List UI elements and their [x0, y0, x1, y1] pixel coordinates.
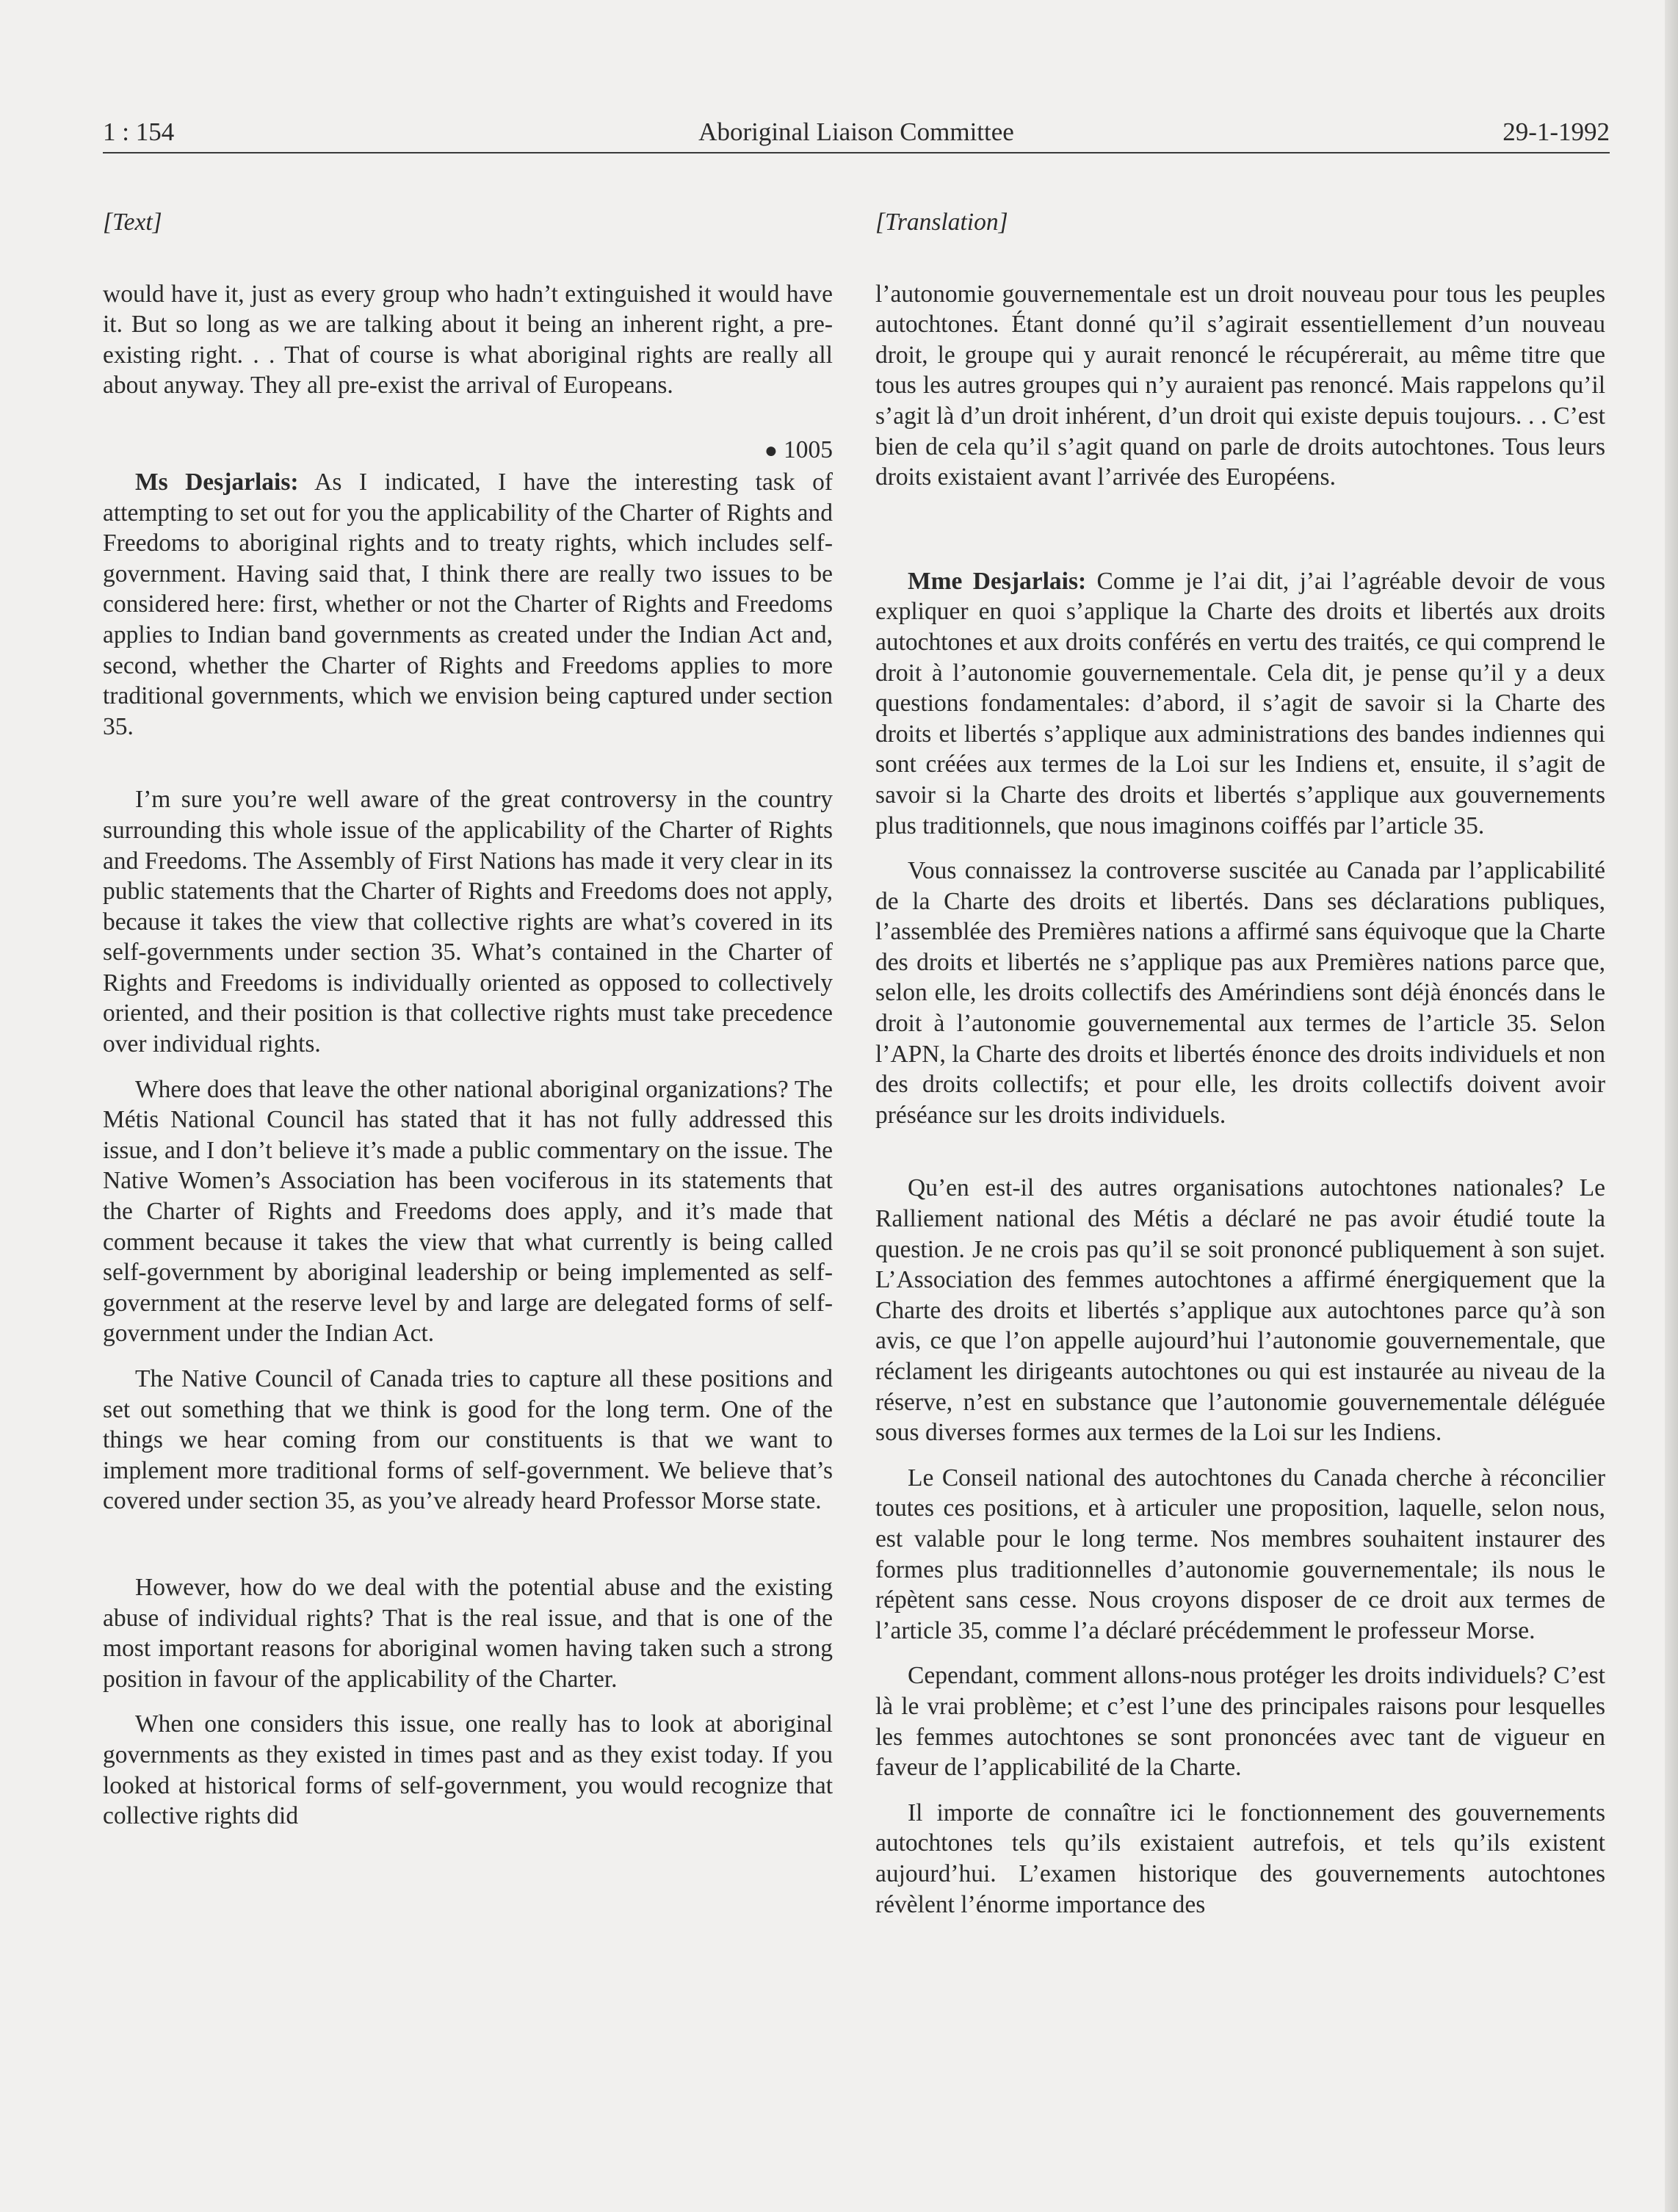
time-marker — [103, 435, 833, 467]
speaker-name: Ms Desjarlais: — [135, 468, 299, 496]
paragraph: Cependant, comment allons-nous protéger les droits individuels? C’est là le vrai problème; et c’est l’une des principales raisons pour lesquelles les femmes autochtones se sont prononcées avec tant de vigueur en faveur de l’applicabilité de la Charte. — [875, 1662, 1605, 1782]
paragraph: Vous connaissez la controverse suscitée au Canada par l’applicabilité de la Charte des droits et libertés. Dans ses déclarations publiques, l’assemblée des Premières nations a affirmé sans équivoque que la Charte des droits et libertés ne s’applique pas aux Premières nations parce que, selon elle, les droits collectifs des Amérindiens sont déjà énoncés dans le droit à l’autonomie gouvernemental aux termes de l’article 35. Selon l’APN, la Charte des droits et libertés énonce des droits individuels et non des droits collectifs; et pour elle, les droits collectifs doivent avoir préséance sur les droits individuels. — [875, 857, 1605, 1129]
speech-text: As I indicated, I have the interesting task of attempting to set out for you the applicability of the Charter of Rights and Freedoms to aboriginal rights and to treaty rights, which includes self-government. Having said that, I think there are really two issues to be considered here: first, whether or not the Charter of Rights and Freedoms applies to Indian band governments as created under the Indian Act and, second, whether the Charter of Rights and Freedoms applies to more traditional governments, which we envision being captured under section 35. — [103, 468, 833, 740]
page-date: 29-1-1992 — [1502, 118, 1610, 146]
time-value: 1005 — [784, 435, 833, 463]
column-label-text: [Text] — [103, 209, 162, 236]
paragraph: However, how do we deal with the potential abuse and the existing abuse of individual rights? That is the real issue, and that is one of the most important reasons for aboriginal women having taken such a strong position in favour of the applicability of the Charter. — [103, 1573, 833, 1693]
speaker-name: Mme Desjarlais: — [908, 567, 1087, 595]
french-column — [875, 207, 1605, 1934]
paragraph: I’m sure you’re well aware of the great controversy in the country surrounding this whole issue of the applicability of the Charter of Rights and Freedoms. The Assembly of First Nations has made it very clear in its public statements that the Charter of Rights and Freedoms does not apply, because it takes the view that collective rights are what’s covered in its self-governments under section 35. What’s contained in the Charter of Rights and Freedoms is individually oriented as opposed to collectively oriented, and their position is that collective rights must take precedence over individual rights. — [103, 786, 833, 1058]
header-rule — [103, 152, 1610, 153]
paragraph: Le Conseil national des autochtones du Canada cherche à réconcilier toutes ces positions, et à articuler une proposition, laquelle, selon nous, est valable pour le long terme. Nos membres souhaitent instaurer des formes plus traditionnelles d’autonomie gouvernementale; ils nous le répètent sans cesse. Nous croyons disposer de ce droit aux termes de l’article 35, comme l’a déclaré précédemment le professeur Morse. — [875, 1464, 1605, 1644]
column-label-translation: [Translation] — [875, 209, 1008, 236]
speaker-paragraph — [103, 467, 833, 742]
paragraph: would have it, just as every group who hadn’t extinguished it would have it. But so long as we are talking about it being an inherent right, a pre-existing right. . . That of course is what aboriginal rights are really all about anyway. They all pre-exist the arrival of Europeans. — [103, 280, 833, 400]
paragraph: The Native Council of Canada tries to capture all these positions and set out something that we think is good for the long term. One of the things we hear coming from our constituents is that we want to implement more traditional forms of self-government. We believe that’s covered under section 35, as you’ve already heard Professor Morse state. — [103, 1365, 833, 1515]
paragraph: Where does that leave the other national aboriginal organizations? The Métis National Council has stated that it has not fully addressed this issue, and I don’t believe it’s made a public commentary on the issue. The Native Women’s Association has been vociferous in its statements that the Charter of Rights and Freedoms does apply, and it’s made that comment because it takes the view that what currently is being called self-government by aboriginal leadership or being implemented as self-government at the reserve level by and large are delegated forms of self-government under the Indian Act. — [103, 1075, 833, 1348]
paragraph: When one considers this issue, one really has to look at aboriginal governments as they existed in times past and as they exist today. If you looked at historical forms of self-government, you would recognize that collective rights did — [103, 1710, 833, 1830]
committee-title: Aboriginal Liaison Committee — [698, 118, 1014, 146]
speech-text: Comme je l’ai dit, j’ai l’agréable devoir de vous expliquer en quoi s’applique la Charte des droits et libertés aux droits autochtones et aux droits conférés en vertu des traités, ce qui comprend le droit à l’autonomie gouvernementale. Cela dit, je pense qu’il y a deux questions fondamentales: d’abord, il s’agit de savoir si la Charte des droits et libertés s’applique aux administrations des bandes indiennes qui sont créées aux termes de la Loi sur les Indiens et, ensuite, il s’agit de savoir si la Charte des droits et libertés s’applique aux gouvernements plus traditionnels, que nous imaginons coiffés par l’article 35. — [875, 567, 1605, 839]
speaker-paragraph — [875, 566, 1605, 841]
paragraph: Qu’en est-il des autres organisations autochtones nationales? Le Ralliement national des Métis a déclaré ne pas avoir étudié toute la question. Je ne crois pas qu’il se soit prononcé publiquement à son sujet. L’Association des femmes autochtones a affirmé énergiquement que la Charte des droits et libertés s’applique aux autochtones parce qu’à son avis, ce que l’on appelle aujourd’hui l’autonomie gouvernementale, que réclament les dirigeants autochtones ou qui est instaurée au niveau de la réserve, n’est en substance que l’autonomie gouvernementale déléguée sous diverses formes aux termes de la Loi sur les Indiens. — [875, 1174, 1605, 1447]
page-edge — [1665, 0, 1678, 2212]
page-header — [103, 118, 1610, 154]
bullet-icon: ● — [764, 438, 778, 463]
paragraph: l’autonomie gouvernementale est un droit nouveau pour tous les peuples autochtones. Étant donné qu’il s’agirait essentiellement d’un nouveau droit, le groupe qui y aurait renoncé le récupérerait, au même titre que tous les autres groupes qui n’y auraient pas renoncé. Mais rappelons qu’il s’agit là d’un droit inhérent, d’un droit qui existe depuis toujours. . . C’est bien de cela qu’il s’agit quand on parle de droits autochtones. Tous leurs droits existaient avant l’arrivée des Européens. — [875, 280, 1605, 491]
paragraph: Il importe de connaître ici le fonctionnement des gouvernements autochtones tels qu’ils existaient autrefois, et tels qu’ils existent aujourd’hui. L’examen historique des gouvernements autochtones révèlent l’énorme importance des — [875, 1799, 1605, 1918]
english-column — [103, 207, 833, 1846]
page-number: 1 : 154 — [103, 118, 175, 146]
